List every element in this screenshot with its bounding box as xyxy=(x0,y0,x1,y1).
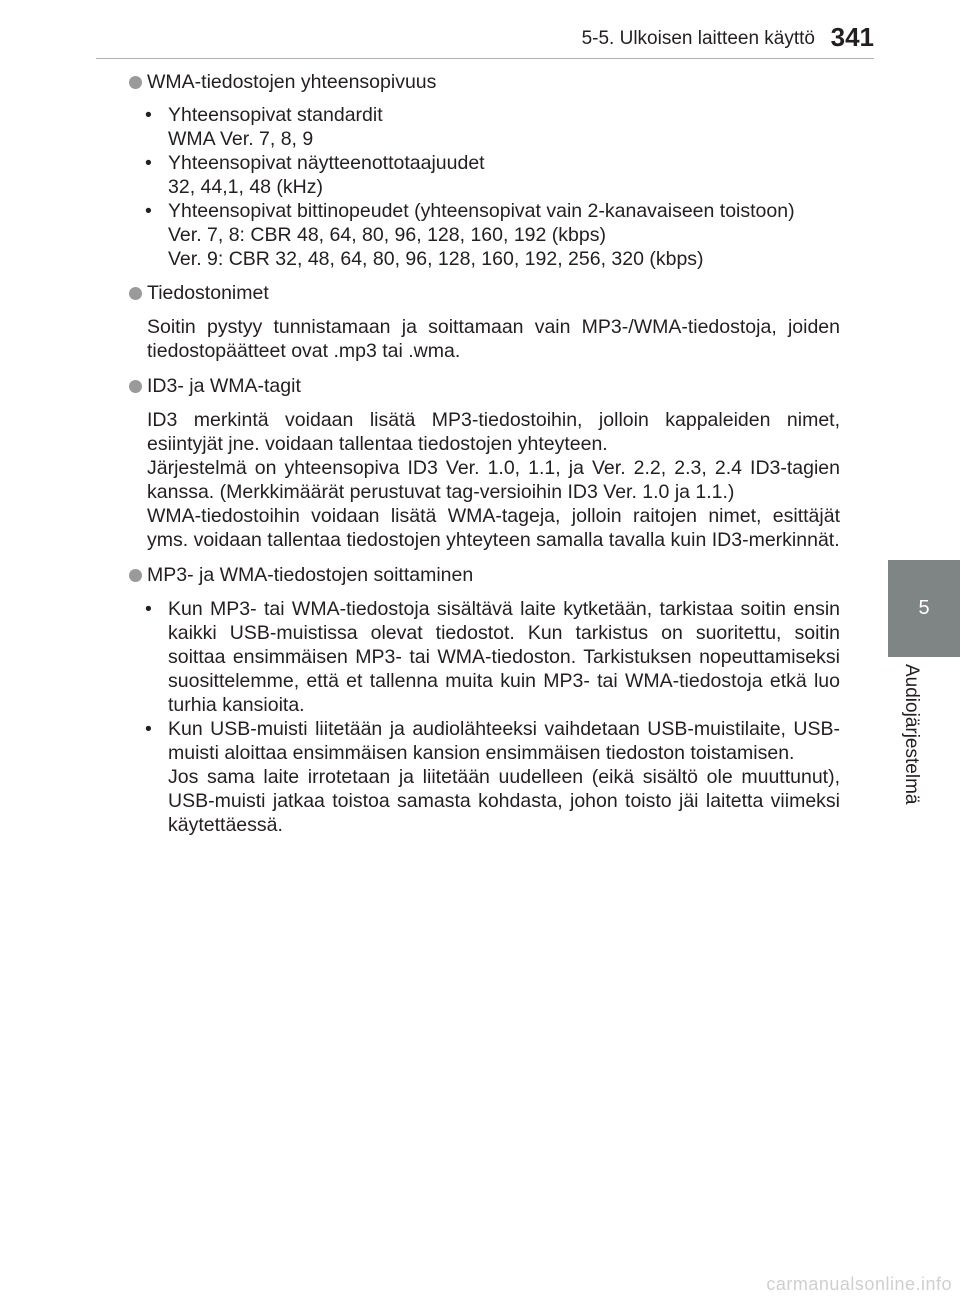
list-item-detail: 32, 44,1, 48 (kHz) xyxy=(168,176,323,198)
circle-bullet-icon xyxy=(129,287,142,300)
circle-bullet-icon xyxy=(129,380,142,393)
paragraph: Järjestelmä on yhteensopiva ID3 Ver. 1.0, 1.1, ja Ver. 2.2, 2.3, 2.4 ID3-tagien kanssa. (Merkkimäärät perustuvat tag-versioihin ID3 Ver. 1.0 ja 1.1.) xyxy=(147,457,840,503)
section-title: 5-5. Ulkoisen laitteen käyttö xyxy=(581,28,815,49)
chapter-number: 5 xyxy=(918,597,930,619)
paragraph: ID3 merkintä voidaan lisätä MP3-tiedostoihin, jolloin kappaleiden nimet, esiintyjät jne. voidaan tallentaa tiedostojen yhteyteen. xyxy=(147,409,840,455)
list-item: • Yhteensopivat näytteenottotaajuudet xyxy=(145,152,485,174)
section-heading: Tiedostonimet xyxy=(129,281,840,305)
list-item: • Yhteensopivat standardit xyxy=(145,104,383,126)
bullet-icon: • xyxy=(145,598,152,620)
bullet-icon: • xyxy=(145,718,152,740)
section-heading: ID3- ja WMA-tagit xyxy=(129,374,840,398)
list-item: • Yhteensopivat bittinopeudet (yhteensopivat vain 2-kanavaiseen toistoon) xyxy=(145,200,795,222)
paragraph: Soitin pystyy tunnistamaan ja soittamaan vain MP3-/WMA-tiedostoja, joiden tiedostopäätteet ovat .mp3 tai .wma. xyxy=(147,316,840,362)
circle-bullet-icon xyxy=(129,569,142,582)
circle-bullet-icon xyxy=(129,76,142,89)
list-item-detail: Ver. 7, 8: CBR 48, 64, 80, 96, 128, 160, 192 (kbps) xyxy=(168,224,606,246)
chapter-label: Audiojärjestelmä xyxy=(901,664,922,805)
header-divider xyxy=(96,58,874,59)
paragraph: WMA-tiedostoihin voidaan lisätä WMA-tageja, jolloin raitojen nimet, esittäjät yms. voidaan tallentaa tiedostojen yhteyteen samalla tavalla kuin ID3-merkinnät. xyxy=(147,505,840,551)
section-heading: WMA-tiedostojen yhteensopivuus xyxy=(129,70,840,94)
chapter-tab[interactable] xyxy=(888,560,960,657)
bullet-icon: • xyxy=(145,104,152,126)
list-item: • Kun MP3- tai WMA-tiedostoja sisältävä laite kytketään, tarkistaa soitin ensin kaikki USB-muistissa olevat tiedostot. Kun tarkistus on suoritettu, soitin soittaa ensimmäisen MP3- tai WMA-tiedoston. Tarkistuksen nopeuttamiseksi suosittelemme, että et tallenna muita kuin MP3- tai WMA-tiedostoja etkä luo turhia kansioita. xyxy=(145,598,840,716)
section-heading: MP3- ja WMA-tiedostojen soittaminen xyxy=(129,563,840,587)
watermark: carmanualsonline.info xyxy=(766,1274,952,1294)
bullet-icon: • xyxy=(145,152,152,174)
list-item-detail: Ver. 9: CBR 32, 48, 64, 80, 96, 128, 160, 192, 256, 320 (kbps) xyxy=(168,248,704,270)
page-number: 341 xyxy=(830,22,874,52)
page-content xyxy=(129,70,840,837)
list-item: • Kun USB-muisti liitetään ja audiolähteeksi vaihdetaan USB-muistilaite, USB-muisti aloittaa ensimmäisen kansion ensimmäisen tiedoston toistamisen. xyxy=(145,718,840,764)
list-item-continuation: Jos sama laite irrotetaan ja liitetään uudelleen (eikä sisältö ole muuttunut), USB-muisti jatkaa toistoa samasta kohdasta, johon toisto jäi laitetta viimeksi käytettäessä. xyxy=(168,766,840,836)
list-item-detail: WMA Ver. 7, 8, 9 xyxy=(168,128,314,150)
page-header xyxy=(0,0,960,60)
bullet-icon: • xyxy=(145,200,152,222)
